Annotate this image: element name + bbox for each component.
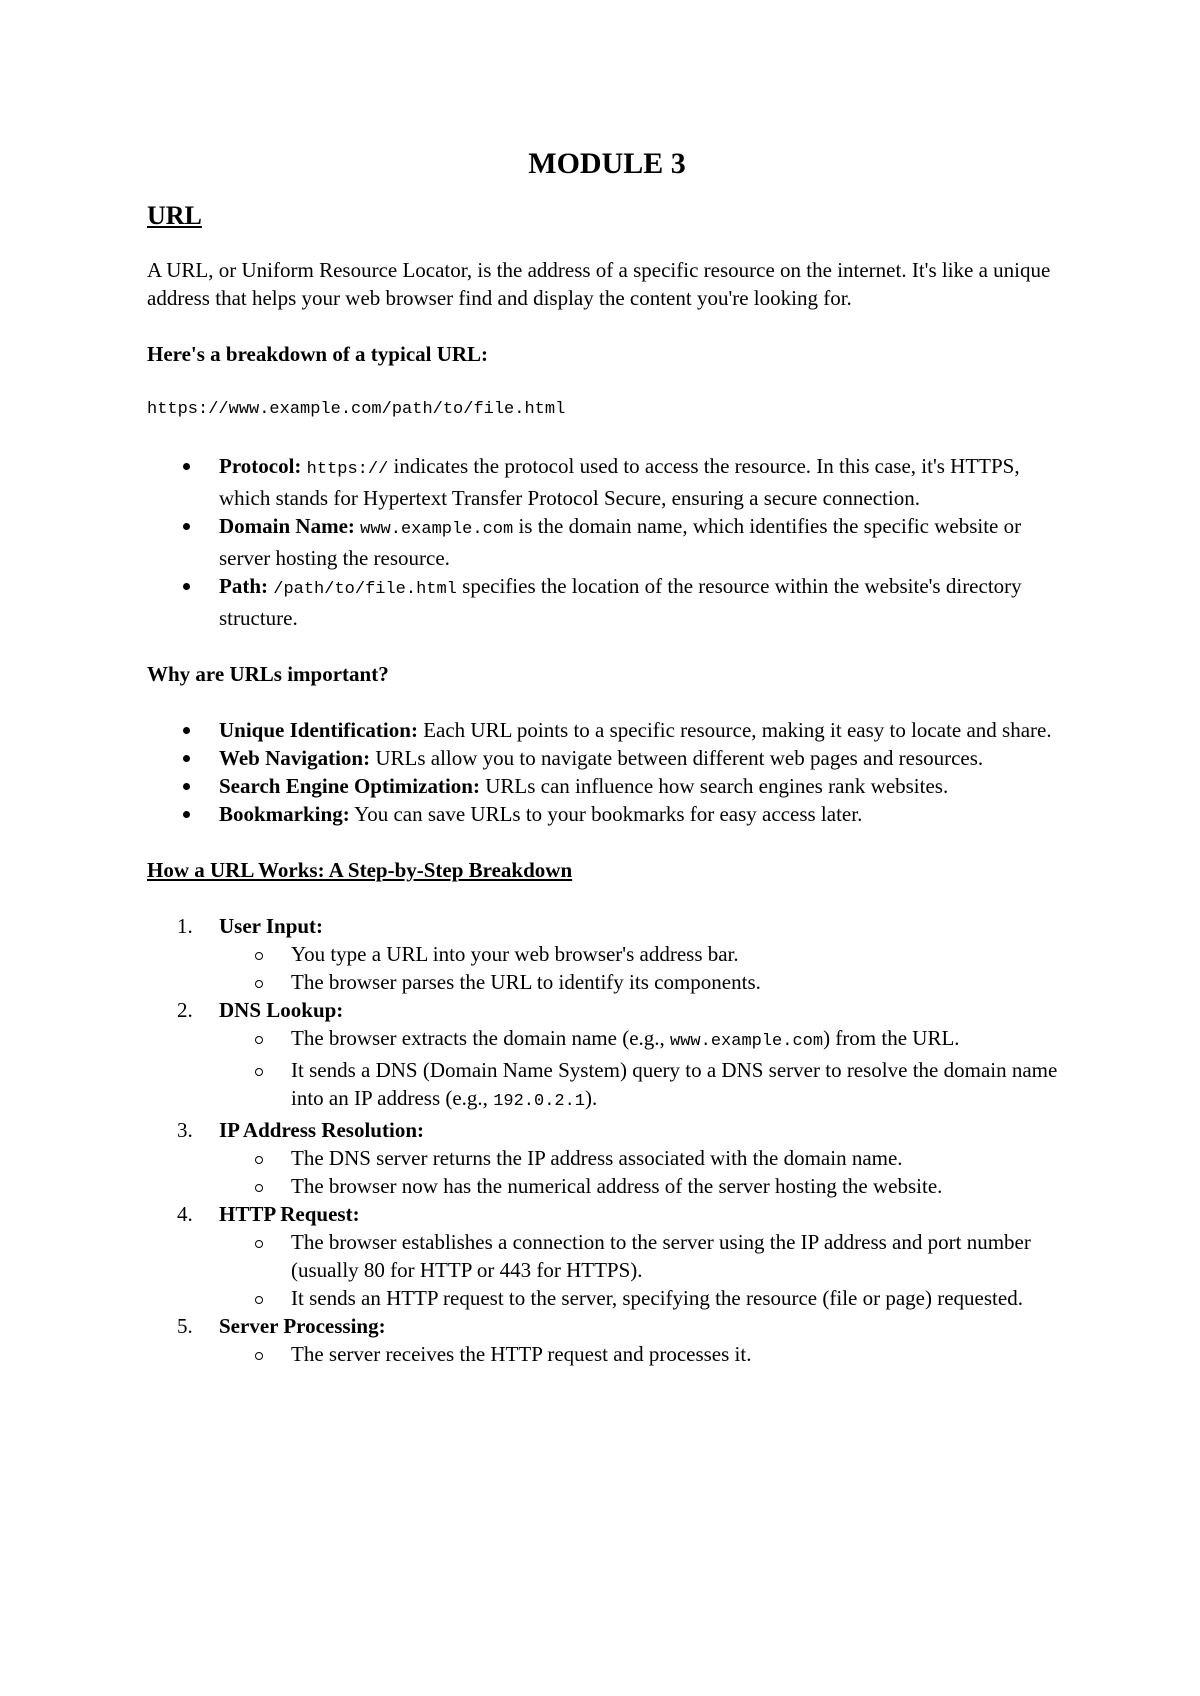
step-item	[177, 996, 1067, 1116]
sub-item-code: www.example.com	[670, 1032, 824, 1051]
item-label: Domain Name:	[219, 514, 355, 538]
steps-list	[147, 912, 1067, 1368]
sub-item-code: 192.0.2.1	[493, 1092, 586, 1111]
list-item	[219, 572, 1067, 632]
step-number: 5.	[177, 1314, 193, 1338]
step-sublist	[219, 940, 1067, 996]
step-label: User Input:	[219, 914, 324, 938]
sub-item-text: You type a URL into your web browser's address bar.	[291, 942, 739, 966]
step-number: 3.	[177, 1118, 193, 1142]
item-text: You can save URLs to your bookmarks for easy access later.	[349, 802, 863, 826]
step-label: DNS Lookup:	[219, 998, 344, 1022]
item-text: specifies the location of the resource within the website's directory structure.	[219, 574, 1022, 630]
step-label: Server Processing:	[219, 1314, 386, 1338]
step-item	[177, 1312, 1067, 1368]
list-item	[219, 744, 1067, 772]
sub-item	[291, 1340, 1067, 1368]
item-label: Web Navigation:	[219, 746, 371, 770]
sub-item	[291, 1228, 1067, 1284]
step-item	[177, 912, 1067, 996]
sub-item-text: ) from the URL.	[823, 1026, 960, 1050]
sub-item	[291, 1284, 1067, 1312]
item-label: Protocol:	[219, 454, 302, 478]
sub-item	[291, 1172, 1067, 1200]
item-label: Bookmarking:	[219, 802, 350, 826]
step-label: HTTP Request:	[219, 1202, 360, 1226]
item-label: Unique Identification:	[219, 718, 418, 742]
list-item	[219, 772, 1067, 800]
item-text: URLs can influence how search engines rank websites.	[479, 774, 949, 798]
importance-heading: Why are URLs important?	[147, 662, 389, 686]
step-sublist	[219, 1144, 1067, 1200]
step-item	[177, 1116, 1067, 1200]
section-heading-url: URL	[147, 201, 202, 230]
item-code: /path/to/file.html	[273, 580, 457, 599]
list-item	[219, 800, 1067, 828]
list-item	[219, 716, 1067, 744]
sub-item	[291, 940, 1067, 968]
sub-item	[291, 968, 1067, 996]
item-label: Search Engine Optimization:	[219, 774, 480, 798]
item-text: Each URL points to a specific resource, making it easy to locate and share.	[417, 718, 1052, 742]
step-number: 2.	[177, 998, 193, 1022]
example-url: https://www.example.com/path/to/file.html	[147, 400, 566, 419]
importance-list	[147, 716, 1067, 828]
breakdown-list	[147, 452, 1067, 632]
page-title: MODULE 3	[528, 147, 686, 180]
sub-item-text: The browser now has the numerical address of the server hosting the website.	[291, 1174, 943, 1198]
sub-item-text: The browser parses the URL to identify its components.	[291, 970, 761, 994]
step-sublist	[219, 1228, 1067, 1312]
sub-item	[291, 1056, 1067, 1116]
sub-item-text: The browser establishes a connection to the server using the IP address and port number (usually 80 for HTTP or 443 for HTTPS).	[291, 1230, 1031, 1282]
breakdown-heading: Here's a breakdown of a typical URL:	[147, 342, 489, 366]
sub-item-text: ).	[585, 1086, 598, 1110]
step-item	[177, 1200, 1067, 1312]
sub-item-text: The browser extracts the domain name (e.g.,	[291, 1026, 671, 1050]
step-number: 1.	[177, 914, 193, 938]
steps-heading: How a URL Works: A Step-by-Step Breakdown	[147, 858, 573, 882]
step-number: 4.	[177, 1202, 193, 1226]
sub-item-text: It sends a DNS (Domain Name System) query to a DNS server to resolve the domain name into an IP address (e.g.,	[291, 1058, 1058, 1110]
item-text: indicates the protocol used to access the resource. In this case, it's HTTPS, which stands for Hypertext Transfer Protocol Secure, ensuring a secure connection.	[219, 454, 1020, 510]
item-code: https://	[306, 460, 389, 479]
list-item	[219, 512, 1067, 572]
sub-item-text: It sends an HTTP request to the server, specifying the resource (file or page) requested.	[291, 1286, 1023, 1310]
document-body	[147, 146, 1067, 1368]
sub-item	[291, 1024, 1067, 1056]
intro-paragraph: A URL, or Uniform Resource Locator, is the address of a specific resource on the internet. It's like a unique address that helps your web browser find and display the content you're looking for.	[147, 258, 1051, 310]
list-item	[219, 452, 1067, 512]
sub-item-text: The DNS server returns the IP address associated with the domain name.	[291, 1146, 903, 1170]
step-sublist	[219, 1024, 1067, 1116]
item-text: is the domain name, which identifies the specific website or server hosting the resource.	[219, 514, 1022, 570]
item-code: www.example.com	[360, 520, 514, 539]
sub-item-text: The server receives the HTTP request and processes it.	[291, 1342, 752, 1366]
item-label: Path:	[219, 574, 268, 598]
step-label: IP Address Resolution:	[219, 1118, 424, 1142]
sub-item	[291, 1144, 1067, 1172]
step-sublist	[219, 1340, 1067, 1368]
item-text: URLs allow you to navigate between different web pages and resources.	[370, 746, 984, 770]
